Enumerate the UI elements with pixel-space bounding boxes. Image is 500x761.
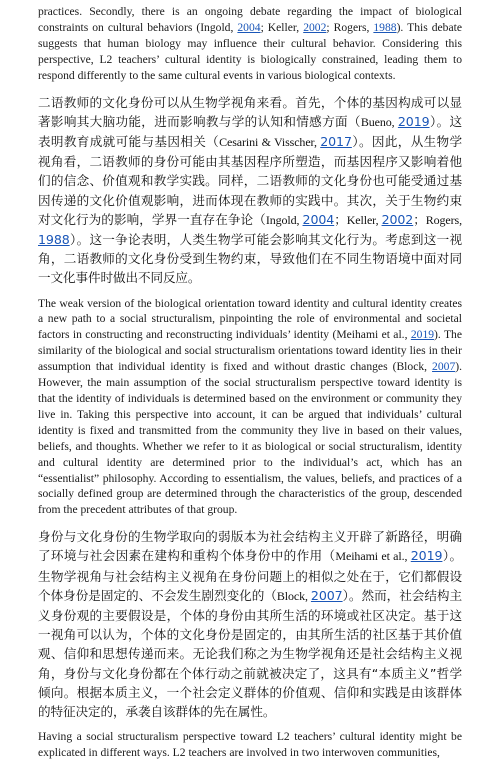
text-segment: ）。这表明教育成就可能与基因相关（ [38,113,462,149]
paragraph-zh-1 [38,93,462,288]
text-segment: 身份与文化身份的生物学取向的弱版本为社会结构主义开辟了新路径，明确了环境与社会因素在建构和重构个体身份中的作用（ [38,529,462,564]
paragraph-en-3 [38,729,462,761]
citation-year-link[interactable]: 1988 [38,231,70,247]
citation-year-link[interactable]: 2019 [397,113,430,129]
text-segment: ）。这一争论表明，人类生物学可能会影响其文化行为。考虑到这一视角，二语教师的文化身份受到生物约束，导致他们在不同生物语境中面对同一文化事件时做出不同反应。 [38,231,462,286]
text-segment: Meihami et al., [335,549,411,564]
citation-year-link[interactable]: 2019 [410,328,435,342]
text-segment: The weak version of the biological orientation toward identity and cultural identity creates a new path to a social structuralism, pinpointing the role of environmental and societal factors in constructing and reconstructing individuals’ identity (Meihami et al., [38,296,462,342]
text-segment: ）。因此，从生物学视角看，二语教师的身份可能由其基因程序所塑造，而基因程序又影响着他们的信念、价值观和教学实践。同样，二语教师的文化身份也可能受通过基因传递的文化价值观影响，进而体现在教师的实践中。其次，关于生物约束对文化行为的影响，学界一直存在争论（ [38,133,462,227]
text-segment: Cesarini & Visscher, [219,134,321,149]
citation-year-link[interactable]: 2017 [320,133,352,149]
text-segment: ). The similarity of the biological and social structuralism orientations toward identity lies in their assumption that individual identity is fixed and without drastic changes (Block, [38,328,462,374]
text-segment: Block, [276,588,311,603]
text-segment: ； [334,211,347,227]
paragraph-en-2 [38,296,462,519]
text-segment: Having a social structuralism perspective toward L2 teachers’ cultural identity might be explicated in different ways. L2 teachers are involved in two interwoven communities, [38,730,462,760]
paragraph-zh-2 [38,527,462,721]
text-segment: practices. Secondly, there is an ongoing debate regarding the impact of biological constraints on cultural behaviors (Ingold, [38,5,462,34]
paragraph-en-1 [38,4,462,84]
text-segment: ）。生物学视角与社会结构主义视角在身份问题上的相似之处在于，它们都假设个体身份是固定的、不会发生剧烈变化的（ [38,548,462,603]
text-segment: ； [413,211,426,227]
text-segment: Keller, [346,212,382,227]
text-segment: ）。然而，社会结构主义身份观的主要假设是，个体的身份由其所生活的环境或社区决定。基于这一视角可以认为，个体的文化身份是固定的，由其所生活的社区基于其价值观、信仰和思想传递而来。无论我们称之为生物学视角还是社会结构主义视角，身份与文化身份都在个体行动之前就被决定了，这具有“本质主义”哲学倾向。根据本质主义，一个社会定义群体的价值观、信仰和实践是由该群体的特征决定的，承袭自该群体的先在属性。 [38,587,462,720]
text-segment: ; Rogers, [326,20,374,34]
text-segment: Bueno, [360,114,398,129]
citation-year-link[interactable]: 2004 [237,20,261,34]
text-segment: 二语教师的文化身份可以从生物学视角来看。首先，个体的基因构成可以显著影响其大脑功能，进而影响教与学的认知和情感方面（ [38,94,462,129]
citation-year-link[interactable]: 2004 [302,211,335,227]
citation-year-link[interactable]: 2019 [410,548,443,564]
text-segment: ). However, the main assumption of the social structuralism perspective toward identity is that the identity of individuals is determined based on the environment or community they live in. Taking this perspective into account, it can be argued that individuals’ cultural identity is fixed and transmitted from the community they live in based on their values, beliefs, and thoughts. Whether we refer to it as biological or social structuralism, identity and cultural identity are determined prior to the individual’s act, which has an “essentialist” philosophy. According to essentialism, the values, beliefs, and practices of a socially defined group are determined through the characteristics of the group, descended from the precedent attributes of that group. [38,360,462,517]
citation-year-link[interactable]: 1988 [373,20,397,34]
citation-year-link[interactable]: 2002 [303,20,327,34]
citation-year-link[interactable]: 2007 [310,587,343,603]
text-segment: ). This debate suggests that human biology may influence their cultural behavior. Considering this perspective, L2 teachers’ cultural identity is biologically constrained, leading them to respond differently to the same cultural events in various biological contexts. [38,20,462,82]
text-segment: Ingold, [265,212,303,227]
citation-year-link[interactable]: 2002 [381,211,414,227]
text-segment: Rogers, [425,212,463,227]
citation-year-link[interactable]: 2007 [432,360,456,374]
text-segment: ; Keller, [260,20,304,34]
